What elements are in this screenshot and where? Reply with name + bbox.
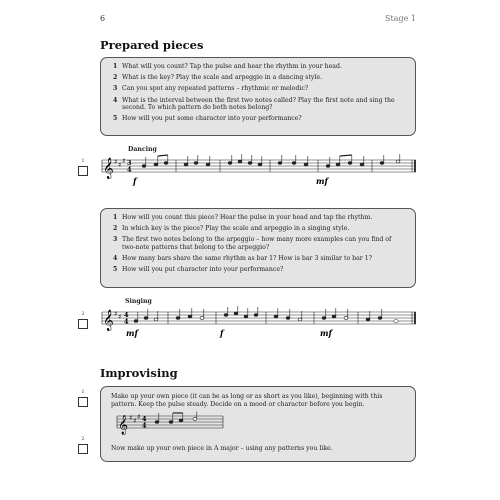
page-number: 6 [100, 14, 106, 23]
question-item: 3 The first two notes belong to the arpeggio – how many more examples can you find of two-note patterns that belong to the arpeggio? [113, 236, 392, 251]
piece2-music-staff [100, 304, 418, 344]
dynamic-mark: mf [316, 176, 328, 186]
improvising-instruction-1: Make up your own piece (it can be as long or as short as you like), beginning with this pattern. Keep the pulse steady. Decide on a mood or character before you begin. [111, 393, 383, 408]
svg-text:♯: ♯ [137, 413, 141, 421]
svg-text:♯: ♯ [118, 313, 122, 321]
improvising-heading: Improvising [100, 366, 178, 380]
piece2-questions-box [100, 208, 416, 288]
piece1-checkbox[interactable] [78, 166, 88, 176]
piece1-checkbox-number: 1 [81, 158, 85, 164]
svg-text:4: 4 [127, 165, 132, 174]
improvising-checkbox-2[interactable] [78, 444, 88, 454]
piece2-tune-title: Singing [125, 298, 152, 305]
question-item: 4 What is the interval between the first two notes called? Play the first note and sing the second. To which pattern do both notes belong? [113, 96, 395, 112]
dynamic-mark: f [133, 176, 137, 186]
piece1-music-staff [100, 152, 418, 192]
svg-text:4: 4 [142, 421, 147, 430]
improvising-checkbox2-number: 2 [81, 436, 85, 442]
svg-text:♯: ♯ [133, 417, 137, 425]
svg-text:3: 3 [127, 159, 132, 167]
piece2-checkbox[interactable] [78, 319, 88, 329]
improvising-box [100, 386, 416, 462]
dynamic-mark: mf [320, 328, 332, 338]
improvising-instruction-2: Now make up your own piece in A major – using any patterns you like. [111, 445, 333, 452]
svg-text:4: 4 [142, 415, 147, 423]
question-item: 3 Can you spot any repeated patterns – rhythmic or melodic? [113, 85, 309, 93]
svg-text:4: 4 [124, 311, 129, 319]
question-item: 5 How will you put character into your performance? [113, 266, 284, 274]
improvising-checkbox-1[interactable] [78, 397, 88, 407]
question-item: 2 What is the key? Play the scale and arpeggio in a dancing style. [113, 74, 323, 82]
dynamic-mark: mf [126, 328, 138, 338]
treble-clef-icon: 𝄞 [103, 310, 114, 331]
question-item: 1 How will you count this piece? Hear the pulse in your head and tap the rhythm. [113, 214, 373, 221]
svg-text:♯: ♯ [118, 161, 122, 169]
question-item: 4 How many bars share the same rhythm as bar 1? How is bar 3 similar to bar 1? [113, 255, 372, 263]
stage-label: Stage 1 [385, 14, 416, 23]
prepared-pieces-heading: Prepared pieces [100, 38, 204, 52]
treble-clef-icon: 𝄞 [118, 415, 129, 435]
question-item: 5 How will you put some character into your performance? [113, 115, 302, 123]
svg-text:♯: ♯ [114, 310, 118, 318]
improvising-checkbox1-number: 1 [81, 389, 85, 395]
piece1-questions-box [100, 57, 416, 136]
dynamic-mark: f [220, 328, 224, 338]
piece2-checkbox-number: 2 [81, 311, 85, 317]
svg-text:♯: ♯ [114, 158, 118, 166]
question-item: 2 In which key is the piece? Play the scale and arpeggio in a singing style. [113, 225, 350, 233]
piece1-tune-title: Dancing [128, 146, 157, 153]
improvising-pattern-staff [115, 411, 225, 435]
svg-text:♯: ♯ [129, 414, 133, 422]
svg-text:♯: ♯ [122, 157, 126, 165]
svg-text:4: 4 [124, 317, 129, 326]
treble-clef-icon: 𝄞 [103, 158, 114, 179]
question-item: 1 What will you count? Tap the pulse and hear the rhythm in your head. [113, 63, 342, 70]
